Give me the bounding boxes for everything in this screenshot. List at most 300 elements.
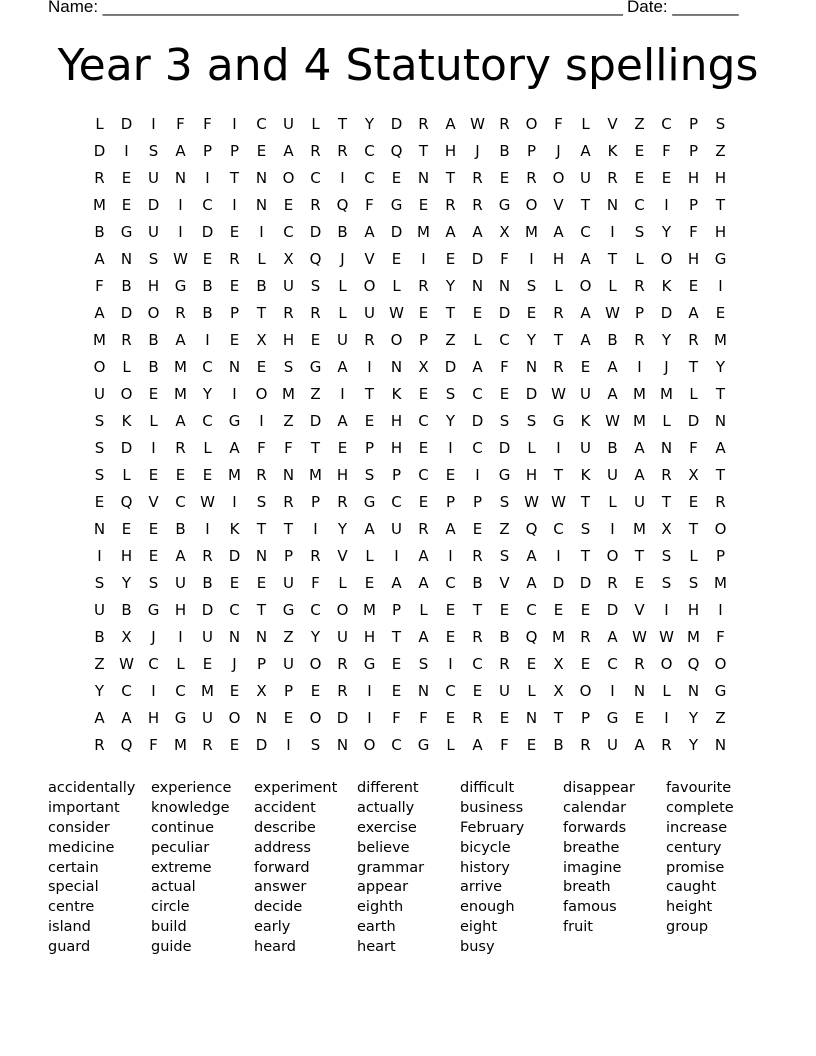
- grid-letter[interactable]: G: [714, 682, 727, 700]
- grid-letter[interactable]: R: [661, 736, 672, 754]
- grid-letter[interactable]: L: [635, 250, 644, 268]
- grid-letter[interactable]: C: [202, 412, 213, 430]
- grid-letter[interactable]: P: [688, 142, 699, 160]
- grid-letter[interactable]: I: [448, 439, 453, 457]
- grid-letter[interactable]: W: [551, 493, 566, 511]
- grid-letter[interactable]: X: [499, 223, 510, 241]
- grid-letter[interactable]: K: [391, 385, 402, 403]
- grid-letter[interactable]: L: [203, 439, 212, 457]
- grid-letter[interactable]: E: [418, 196, 429, 214]
- grid-letter[interactable]: I: [232, 493, 237, 511]
- grid-letter[interactable]: I: [718, 601, 723, 619]
- grid-letter[interactable]: R: [634, 277, 645, 295]
- grid-letter[interactable]: O: [579, 682, 592, 700]
- grid-letter[interactable]: C: [148, 655, 159, 673]
- grid-letter[interactable]: Y: [661, 331, 672, 349]
- grid-letter[interactable]: D: [390, 223, 403, 241]
- grid-letter[interactable]: U: [580, 385, 591, 403]
- grid-letter[interactable]: C: [202, 358, 213, 376]
- grid-letter[interactable]: A: [472, 223, 483, 241]
- grid-letter[interactable]: R: [283, 493, 294, 511]
- grid-letter[interactable]: S: [445, 385, 456, 403]
- grid-letter[interactable]: E: [391, 655, 402, 673]
- grid-letter[interactable]: E: [148, 385, 159, 403]
- grid-letter[interactable]: U: [148, 169, 159, 187]
- grid-letter[interactable]: E: [283, 709, 294, 727]
- grid-letter[interactable]: R: [472, 169, 483, 187]
- grid-letter[interactable]: T: [580, 547, 591, 565]
- grid-letter[interactable]: X: [256, 331, 267, 349]
- grid-letter[interactable]: U: [94, 601, 105, 619]
- grid-letter[interactable]: I: [664, 601, 669, 619]
- grid-letter[interactable]: F: [392, 709, 401, 727]
- grid-letter[interactable]: R: [418, 115, 429, 133]
- grid-letter[interactable]: H: [552, 250, 565, 268]
- grid-letter[interactable]: C: [472, 655, 483, 673]
- grid-letter[interactable]: Y: [445, 277, 456, 295]
- grid-letter[interactable]: W: [389, 304, 404, 322]
- grid-letter[interactable]: R: [553, 358, 564, 376]
- grid-letter[interactable]: R: [499, 655, 510, 673]
- grid-letter[interactable]: B: [607, 331, 618, 349]
- grid-letter[interactable]: E: [634, 169, 645, 187]
- grid-letter[interactable]: R: [310, 304, 321, 322]
- grid-letter[interactable]: C: [472, 439, 483, 457]
- grid-letter[interactable]: O: [714, 655, 727, 673]
- grid-letter[interactable]: L: [311, 115, 320, 133]
- grid-letter[interactable]: H: [687, 250, 700, 268]
- grid-letter[interactable]: M: [174, 385, 187, 403]
- grid-letter[interactable]: N: [525, 358, 538, 376]
- grid-letter[interactable]: G: [282, 601, 295, 619]
- grid-letter[interactable]: E: [121, 169, 132, 187]
- grid-letter[interactable]: S: [499, 412, 510, 430]
- grid-letter[interactable]: I: [286, 736, 291, 754]
- grid-letter[interactable]: R: [607, 574, 618, 592]
- grid-letter[interactable]: E: [148, 547, 159, 565]
- grid-letter[interactable]: I: [232, 115, 237, 133]
- grid-letter[interactable]: A: [229, 439, 240, 457]
- grid-letter[interactable]: L: [527, 682, 536, 700]
- grid-letter[interactable]: R: [499, 115, 510, 133]
- grid-letter[interactable]: N: [255, 196, 268, 214]
- grid-letter[interactable]: O: [147, 304, 160, 322]
- grid-letter[interactable]: E: [364, 412, 375, 430]
- grid-letter[interactable]: Z: [283, 412, 294, 430]
- grid-letter[interactable]: F: [365, 196, 374, 214]
- grid-letter[interactable]: R: [418, 277, 429, 295]
- grid-letter[interactable]: W: [605, 412, 620, 430]
- grid-letter[interactable]: I: [367, 358, 372, 376]
- grid-letter[interactable]: R: [202, 736, 213, 754]
- grid-letter[interactable]: H: [714, 223, 727, 241]
- grid-letter[interactable]: G: [552, 412, 565, 430]
- grid-letter[interactable]: Y: [688, 736, 699, 754]
- grid-letter[interactable]: V: [553, 196, 564, 214]
- grid-letter[interactable]: F: [257, 439, 266, 457]
- grid-letter[interactable]: U: [283, 115, 294, 133]
- grid-letter[interactable]: E: [445, 466, 456, 484]
- grid-letter[interactable]: P: [310, 493, 321, 511]
- grid-letter[interactable]: D: [471, 412, 484, 430]
- grid-letter[interactable]: G: [714, 250, 727, 268]
- grid-letter[interactable]: R: [337, 493, 348, 511]
- grid-letter[interactable]: P: [391, 601, 402, 619]
- grid-letter[interactable]: Y: [310, 628, 321, 646]
- grid-letter[interactable]: P: [364, 439, 375, 457]
- grid-letter[interactable]: X: [418, 358, 429, 376]
- grid-letter[interactable]: C: [445, 574, 456, 592]
- grid-letter[interactable]: C: [418, 466, 429, 484]
- grid-letter[interactable]: U: [580, 439, 591, 457]
- grid-letter[interactable]: L: [581, 115, 590, 133]
- grid-letter[interactable]: E: [661, 169, 672, 187]
- grid-letter[interactable]: A: [580, 250, 591, 268]
- grid-letter[interactable]: T: [283, 520, 294, 538]
- grid-letter[interactable]: R: [364, 331, 375, 349]
- grid-letter[interactable]: B: [499, 628, 510, 646]
- grid-letter[interactable]: E: [229, 223, 240, 241]
- grid-letter[interactable]: C: [499, 331, 510, 349]
- grid-letter[interactable]: L: [338, 277, 347, 295]
- grid-letter[interactable]: E: [256, 358, 267, 376]
- grid-letter[interactable]: R: [229, 250, 240, 268]
- grid-letter[interactable]: E: [148, 520, 159, 538]
- grid-letter[interactable]: A: [607, 358, 618, 376]
- grid-letter[interactable]: R: [337, 655, 348, 673]
- grid-letter[interactable]: S: [148, 574, 159, 592]
- grid-letter[interactable]: U: [283, 655, 294, 673]
- grid-letter[interactable]: T: [580, 493, 591, 511]
- grid-letter[interactable]: O: [390, 331, 403, 349]
- grid-letter[interactable]: U: [391, 520, 402, 538]
- grid-letter[interactable]: X: [553, 682, 564, 700]
- grid-letter[interactable]: C: [526, 601, 537, 619]
- grid-letter[interactable]: E: [499, 385, 510, 403]
- grid-letter[interactable]: M: [633, 385, 646, 403]
- grid-letter[interactable]: O: [363, 277, 376, 295]
- grid-letter[interactable]: O: [228, 709, 241, 727]
- grid-letter[interactable]: M: [363, 601, 376, 619]
- grid-letter[interactable]: S: [310, 736, 321, 754]
- grid-letter[interactable]: R: [472, 196, 483, 214]
- grid-letter[interactable]: U: [337, 331, 348, 349]
- grid-letter[interactable]: A: [94, 250, 105, 268]
- grid-letter[interactable]: V: [607, 115, 618, 133]
- grid-letter[interactable]: I: [664, 709, 669, 727]
- grid-letter[interactable]: N: [228, 628, 241, 646]
- grid-letter[interactable]: I: [151, 682, 156, 700]
- grid-letter[interactable]: E: [472, 682, 483, 700]
- grid-letter[interactable]: S: [634, 223, 645, 241]
- grid-letter[interactable]: C: [661, 115, 672, 133]
- grid-letter[interactable]: O: [282, 169, 295, 187]
- grid-letter[interactable]: E: [499, 601, 510, 619]
- grid-letter[interactable]: R: [337, 682, 348, 700]
- grid-letter[interactable]: D: [606, 601, 619, 619]
- grid-letter[interactable]: S: [661, 547, 672, 565]
- grid-letter[interactable]: N: [471, 277, 484, 295]
- grid-letter[interactable]: P: [229, 142, 240, 160]
- grid-letter[interactable]: U: [202, 709, 213, 727]
- grid-letter[interactable]: B: [121, 601, 132, 619]
- grid-letter[interactable]: I: [448, 547, 453, 565]
- grid-letter[interactable]: Z: [445, 331, 456, 349]
- grid-letter[interactable]: S: [94, 439, 105, 457]
- grid-letter[interactable]: E: [634, 574, 645, 592]
- grid-letter[interactable]: E: [526, 736, 537, 754]
- grid-letter[interactable]: L: [608, 277, 617, 295]
- grid-letter[interactable]: S: [688, 574, 699, 592]
- grid-letter[interactable]: N: [714, 736, 727, 754]
- grid-letter[interactable]: E: [580, 601, 591, 619]
- grid-letter[interactable]: Q: [120, 736, 133, 754]
- grid-letter[interactable]: N: [498, 277, 511, 295]
- grid-letter[interactable]: F: [500, 250, 509, 268]
- grid-letter[interactable]: I: [205, 520, 210, 538]
- grid-letter[interactable]: E: [229, 736, 240, 754]
- grid-letter[interactable]: D: [498, 439, 511, 457]
- grid-letter[interactable]: E: [310, 331, 321, 349]
- grid-letter[interactable]: H: [120, 547, 133, 565]
- grid-letter[interactable]: D: [660, 304, 673, 322]
- grid-letter[interactable]: I: [151, 115, 156, 133]
- grid-letter[interactable]: D: [687, 412, 700, 430]
- grid-letter[interactable]: E: [229, 682, 240, 700]
- grid-letter[interactable]: I: [556, 439, 561, 457]
- grid-letter[interactable]: B: [94, 223, 105, 241]
- grid-letter[interactable]: F: [419, 709, 428, 727]
- grid-letter[interactable]: T: [229, 169, 240, 187]
- grid-letter[interactable]: I: [205, 169, 210, 187]
- grid-letter[interactable]: R: [445, 196, 456, 214]
- grid-letter[interactable]: M: [687, 628, 700, 646]
- grid-letter[interactable]: R: [310, 142, 321, 160]
- grid-letter[interactable]: T: [256, 304, 267, 322]
- grid-letter[interactable]: T: [445, 169, 456, 187]
- grid-letter[interactable]: C: [553, 520, 564, 538]
- grid-letter[interactable]: R: [661, 466, 672, 484]
- grid-letter[interactable]: E: [391, 682, 402, 700]
- grid-letter[interactable]: F: [176, 115, 185, 133]
- grid-letter[interactable]: E: [283, 196, 294, 214]
- grid-letter[interactable]: U: [283, 574, 294, 592]
- grid-letter[interactable]: C: [202, 196, 213, 214]
- grid-letter[interactable]: H: [390, 412, 403, 430]
- grid-letter[interactable]: L: [689, 385, 698, 403]
- grid-letter[interactable]: H: [174, 601, 187, 619]
- grid-letter[interactable]: H: [714, 169, 727, 187]
- grid-letter[interactable]: D: [201, 601, 214, 619]
- grid-letter[interactable]: C: [121, 682, 132, 700]
- grid-letter[interactable]: B: [337, 223, 348, 241]
- grid-letter[interactable]: R: [634, 331, 645, 349]
- grid-letter[interactable]: U: [148, 223, 159, 241]
- grid-letter[interactable]: Z: [715, 142, 726, 160]
- grid-letter[interactable]: R: [256, 466, 267, 484]
- grid-letter[interactable]: L: [365, 547, 374, 565]
- grid-letter[interactable]: D: [309, 223, 322, 241]
- grid-letter[interactable]: I: [394, 547, 399, 565]
- grid-letter[interactable]: L: [338, 574, 347, 592]
- grid-letter[interactable]: W: [173, 250, 188, 268]
- grid-letter[interactable]: O: [579, 277, 592, 295]
- grid-letter[interactable]: S: [94, 466, 105, 484]
- grid-letter[interactable]: M: [714, 574, 727, 592]
- grid-letter[interactable]: E: [418, 385, 429, 403]
- grid-letter[interactable]: P: [688, 115, 699, 133]
- grid-letter[interactable]: E: [256, 574, 267, 592]
- grid-letter[interactable]: A: [94, 709, 105, 727]
- grid-letter[interactable]: O: [93, 358, 106, 376]
- grid-letter[interactable]: I: [556, 547, 561, 565]
- grid-letter[interactable]: L: [149, 412, 158, 430]
- grid-letter[interactable]: H: [687, 601, 700, 619]
- grid-letter[interactable]: A: [121, 709, 132, 727]
- grid-letter[interactable]: L: [527, 439, 536, 457]
- grid-letter[interactable]: H: [147, 709, 160, 727]
- grid-letter[interactable]: M: [174, 736, 187, 754]
- grid-letter[interactable]: H: [282, 331, 295, 349]
- grid-letter[interactable]: N: [687, 682, 700, 700]
- grid-letter[interactable]: S: [526, 412, 537, 430]
- grid-letter[interactable]: I: [340, 169, 345, 187]
- grid-letter[interactable]: N: [633, 682, 646, 700]
- grid-letter[interactable]: C: [364, 169, 375, 187]
- grid-letter[interactable]: G: [228, 412, 241, 430]
- grid-letter[interactable]: L: [473, 331, 482, 349]
- grid-letter[interactable]: G: [498, 196, 511, 214]
- grid-letter[interactable]: O: [120, 385, 133, 403]
- grid-letter[interactable]: S: [499, 493, 510, 511]
- grid-letter[interactable]: D: [120, 439, 133, 457]
- grid-letter[interactable]: T: [337, 115, 348, 133]
- grid-letter[interactable]: N: [228, 358, 241, 376]
- grid-letter[interactable]: U: [202, 628, 213, 646]
- grid-letter[interactable]: I: [259, 412, 264, 430]
- grid-letter[interactable]: T: [553, 466, 564, 484]
- grid-letter[interactable]: I: [529, 250, 534, 268]
- grid-letter[interactable]: E: [391, 169, 402, 187]
- grid-letter[interactable]: Y: [526, 331, 537, 349]
- grid-letter[interactable]: E: [688, 493, 699, 511]
- grid-letter[interactable]: R: [337, 142, 348, 160]
- grid-letter[interactable]: N: [660, 439, 673, 457]
- grid-letter[interactable]: E: [94, 493, 105, 511]
- grid-letter[interactable]: M: [201, 682, 214, 700]
- grid-letter[interactable]: L: [689, 547, 698, 565]
- grid-letter[interactable]: I: [664, 196, 669, 214]
- grid-letter[interactable]: S: [418, 655, 429, 673]
- grid-letter[interactable]: A: [445, 520, 456, 538]
- grid-letter[interactable]: E: [418, 304, 429, 322]
- grid-letter[interactable]: G: [174, 277, 187, 295]
- grid-letter[interactable]: H: [525, 466, 538, 484]
- grid-letter[interactable]: O: [336, 601, 349, 619]
- grid-letter[interactable]: P: [580, 709, 591, 727]
- grid-letter[interactable]: D: [336, 709, 349, 727]
- grid-letter[interactable]: O: [309, 709, 322, 727]
- grid-letter[interactable]: M: [525, 223, 538, 241]
- grid-letter[interactable]: V: [364, 250, 375, 268]
- grid-letter[interactable]: I: [718, 277, 723, 295]
- grid-letter[interactable]: X: [553, 655, 564, 673]
- grid-letter[interactable]: A: [391, 574, 402, 592]
- grid-letter[interactable]: A: [607, 628, 618, 646]
- grid-letter[interactable]: N: [120, 250, 133, 268]
- grid-letter[interactable]: K: [121, 412, 132, 430]
- grid-letter[interactable]: R: [121, 331, 132, 349]
- grid-letter[interactable]: G: [174, 709, 187, 727]
- grid-letter[interactable]: A: [445, 223, 456, 241]
- grid-letter[interactable]: B: [202, 277, 213, 295]
- grid-letter[interactable]: R: [310, 547, 321, 565]
- grid-letter[interactable]: R: [580, 736, 591, 754]
- grid-letter[interactable]: J: [475, 142, 480, 160]
- grid-letter[interactable]: V: [337, 547, 348, 565]
- grid-letter[interactable]: I: [151, 439, 156, 457]
- grid-letter[interactable]: A: [472, 736, 483, 754]
- name-field-label[interactable]: Name: _______________________________________________________: [48, 0, 623, 16]
- grid-letter[interactable]: J: [664, 358, 669, 376]
- grid-letter[interactable]: E: [202, 466, 213, 484]
- grid-letter[interactable]: N: [417, 682, 430, 700]
- grid-letter[interactable]: L: [95, 115, 104, 133]
- grid-letter[interactable]: E: [580, 358, 591, 376]
- grid-letter[interactable]: A: [580, 304, 591, 322]
- grid-letter[interactable]: C: [634, 196, 645, 214]
- grid-letter[interactable]: U: [499, 682, 510, 700]
- grid-letter[interactable]: D: [498, 304, 511, 322]
- grid-letter[interactable]: I: [97, 547, 102, 565]
- grid-letter[interactable]: Z: [310, 385, 321, 403]
- grid-letter[interactable]: I: [367, 709, 372, 727]
- grid-letter[interactable]: R: [418, 520, 429, 538]
- grid-letter[interactable]: P: [229, 304, 240, 322]
- grid-letter[interactable]: C: [310, 169, 321, 187]
- grid-letter[interactable]: E: [391, 250, 402, 268]
- grid-letter[interactable]: A: [418, 628, 429, 646]
- grid-letter[interactable]: S: [364, 466, 375, 484]
- grid-letter[interactable]: B: [607, 439, 618, 457]
- grid-letter[interactable]: P: [472, 493, 483, 511]
- grid-letter[interactable]: O: [255, 385, 268, 403]
- grid-letter[interactable]: G: [498, 466, 511, 484]
- grid-letter[interactable]: D: [552, 574, 565, 592]
- grid-letter[interactable]: P: [256, 655, 267, 673]
- grid-letter[interactable]: S: [256, 493, 267, 511]
- grid-letter[interactable]: E: [202, 250, 213, 268]
- grid-letter[interactable]: A: [634, 736, 645, 754]
- grid-letter[interactable]: Q: [525, 520, 538, 538]
- grid-letter[interactable]: N: [606, 196, 619, 214]
- grid-letter[interactable]: D: [579, 574, 592, 592]
- grid-letter[interactable]: C: [445, 682, 456, 700]
- grid-letter[interactable]: R: [553, 304, 564, 322]
- grid-letter[interactable]: A: [94, 304, 105, 322]
- grid-letter[interactable]: E: [121, 520, 132, 538]
- grid-letter[interactable]: G: [147, 601, 160, 619]
- grid-letter[interactable]: L: [662, 412, 671, 430]
- grid-letter[interactable]: S: [94, 574, 105, 592]
- grid-letter[interactable]: D: [147, 196, 160, 214]
- grid-letter[interactable]: U: [94, 385, 105, 403]
- grid-letter[interactable]: V: [148, 493, 159, 511]
- grid-letter[interactable]: E: [715, 304, 726, 322]
- grid-letter[interactable]: I: [367, 682, 372, 700]
- grid-letter[interactable]: L: [554, 277, 563, 295]
- grid-letter[interactable]: F: [500, 358, 509, 376]
